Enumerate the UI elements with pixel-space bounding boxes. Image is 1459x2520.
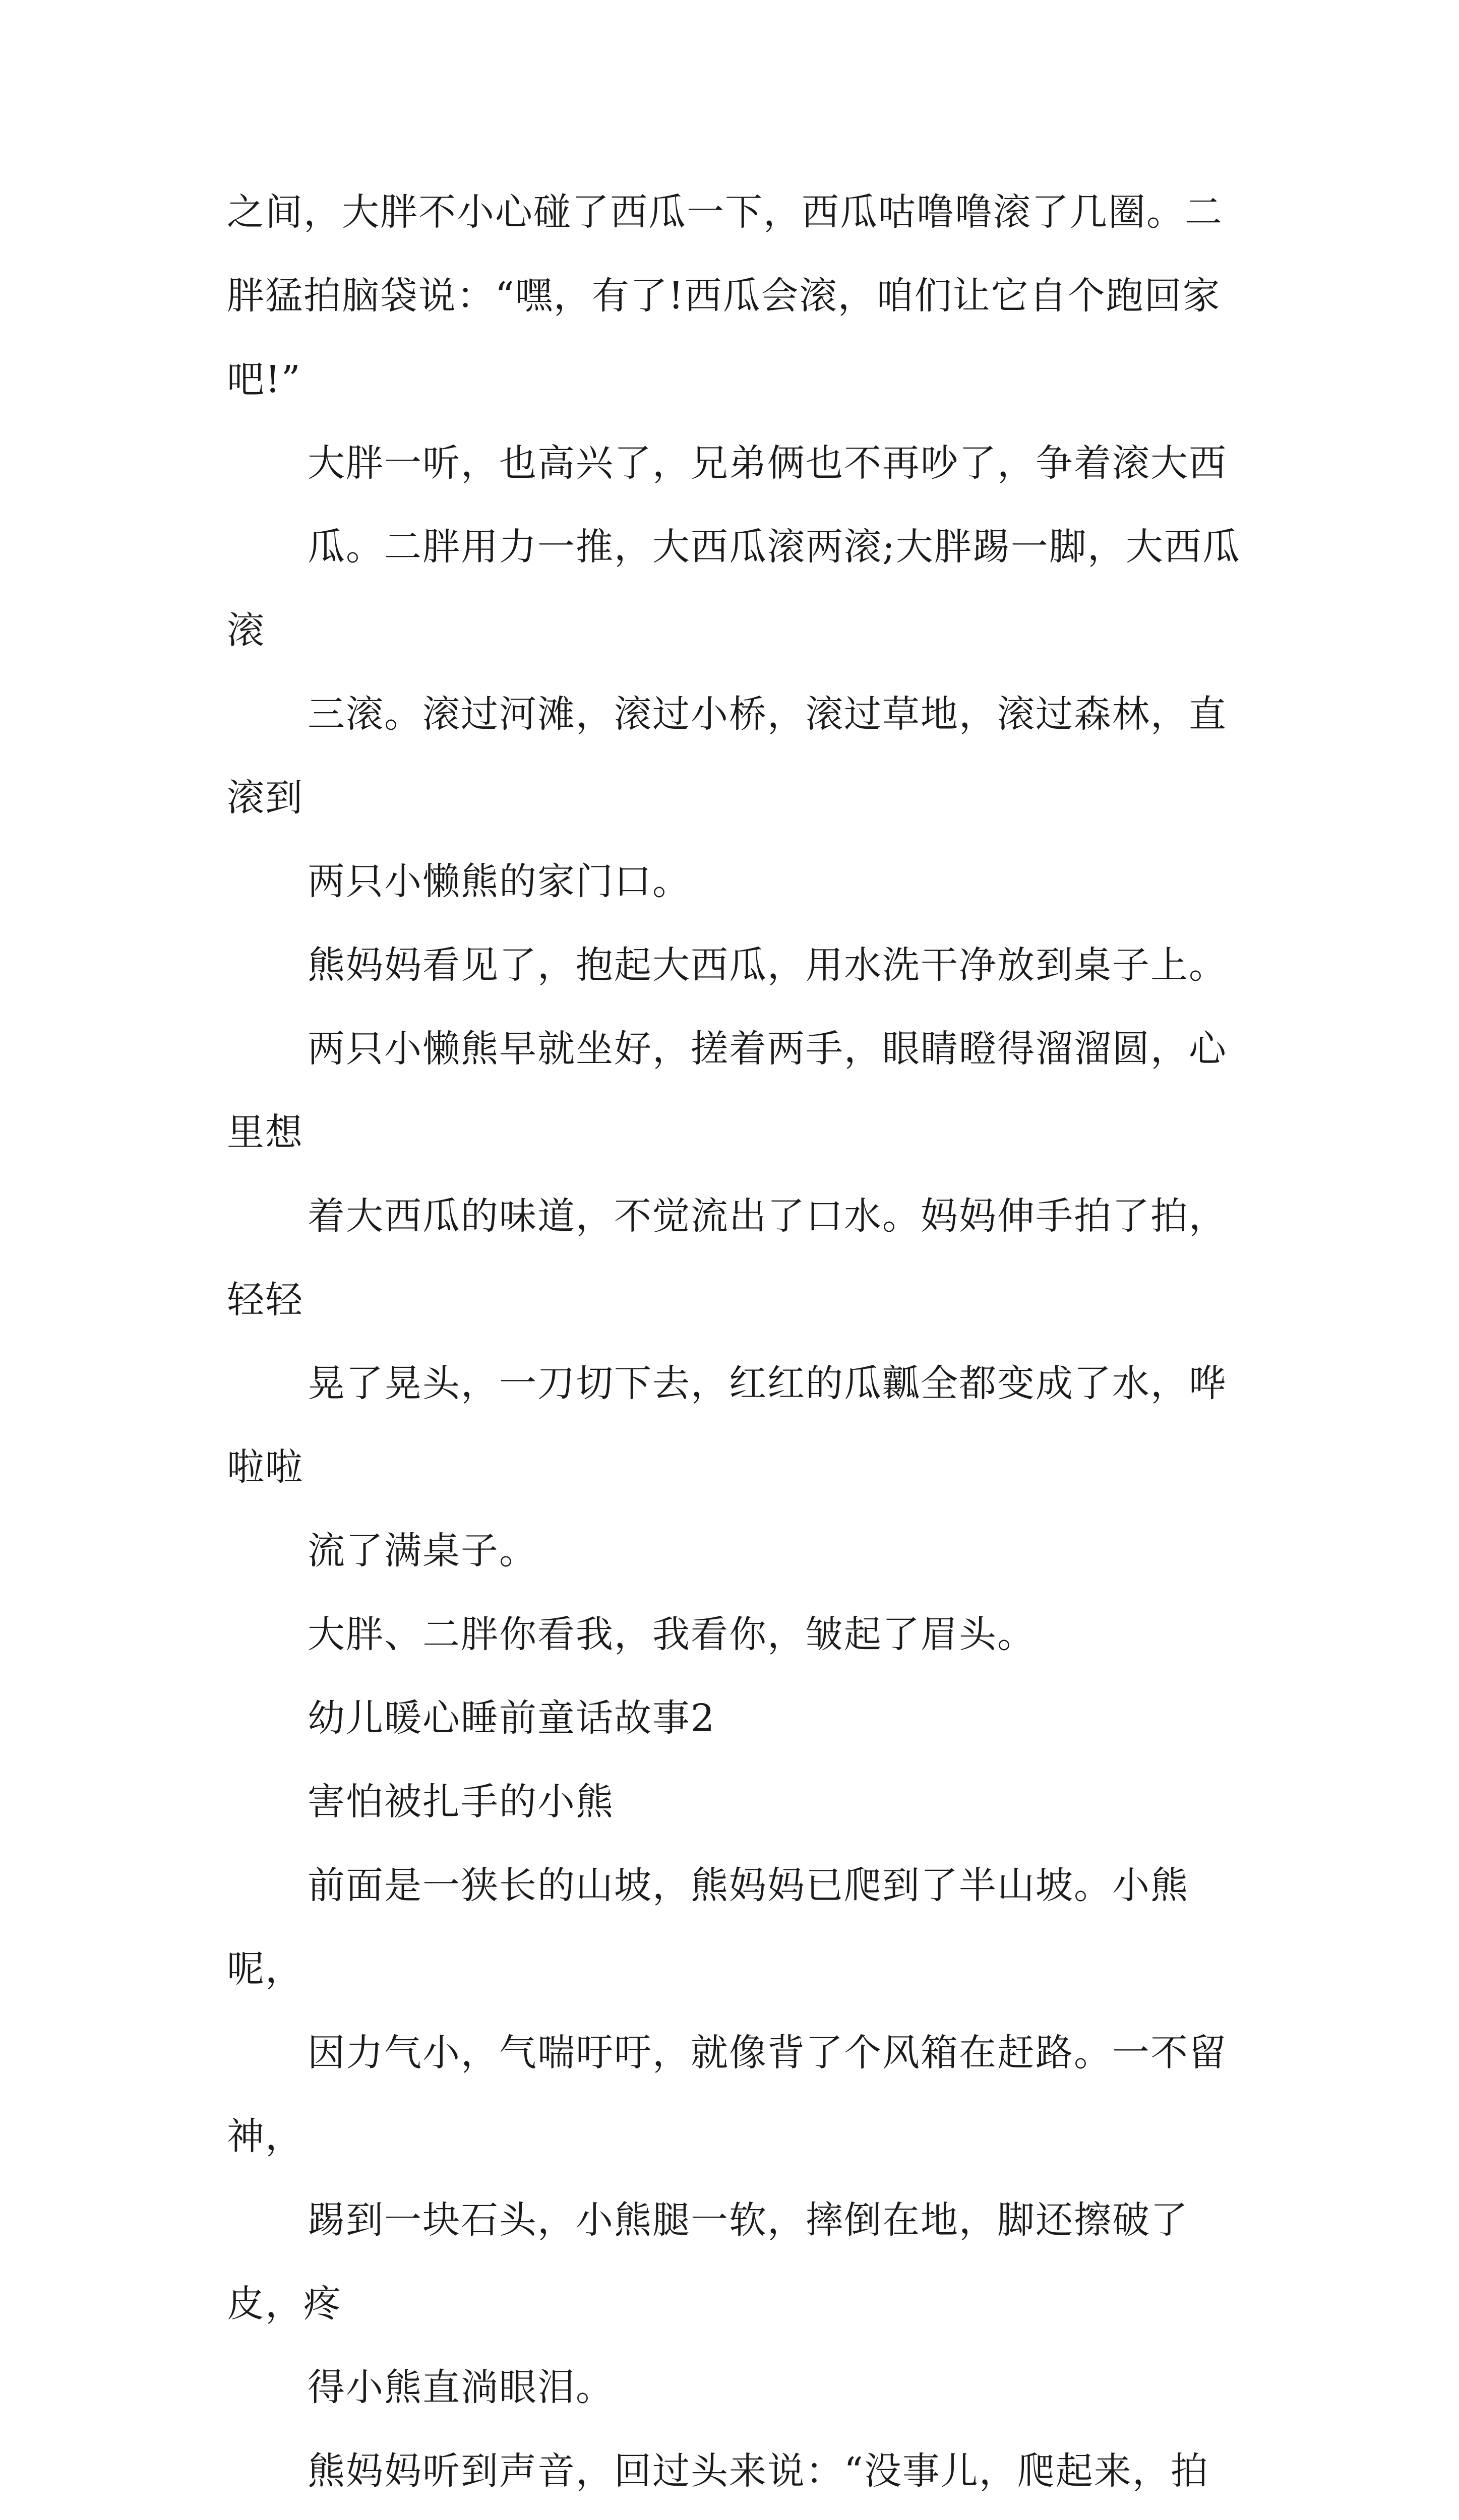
- text-line: 瓜。二胖用力一推，大西瓜滚两滚;大胖踢一脚，大西瓜滚: [227, 525, 1241, 652]
- text-line: 熊妈妈看见了，抱起大西瓜，用水洗干净放到桌子上。: [308, 943, 1227, 987]
- paragraph: [227, 1844, 1250, 2429]
- text-line: 幼儿暖心睡前童话故事2: [308, 1696, 716, 1740]
- text-line: 两只小懒熊的家门口。: [308, 860, 691, 903]
- text-line: 流了满桌子。: [308, 1529, 537, 1572]
- paragraph: [227, 1676, 1250, 1760]
- text-line: 得小熊直淌眼泪。: [308, 2366, 614, 2409]
- text-line: 吧!”: [227, 358, 301, 401]
- text-line: [227, 2513, 1250, 2520]
- text-line: 熊妈妈听到声音，回过头来说：“没事儿，爬起来，拍: [308, 2449, 1209, 2493]
- text-line: 前面是一狭长的山坡，熊妈妈已爬到了半山坡。小熊呢，: [227, 1864, 1189, 1991]
- paragraph: [227, 421, 1250, 923]
- paragraph: [227, 1593, 1250, 1676]
- text-line: 踢到一块石头，小熊腿一软，摔倒在地，脚还擦破了皮，疼: [227, 2198, 1189, 2325]
- text-line: 害怕被扎手的小熊: [308, 1780, 614, 1823]
- text-line: 因力气小，气喘吁吁，就像背了个风箱在赶路。一不留神，: [227, 2031, 1227, 2158]
- text-line: 三滚。滚过河滩，滚过小桥，滚过草地，滚过森林，直滚到: [227, 692, 1227, 820]
- document-body: [227, 170, 1250, 2520]
- text-line: 大胖、二胖你看我，我看你，皱起了眉头。: [308, 1613, 1036, 1656]
- text-line: 着大西瓜的味道，不觉流出了口水。妈妈伸手拍了拍，轻轻: [227, 1194, 1227, 1321]
- text-line: 大胖一听，也高兴了，兄弟俩也不再吵了，争着滚大西: [308, 442, 1227, 485]
- paragraph: [227, 923, 1250, 1593]
- text-line: 两只小懒熊早就坐好，搓着两手，眼睛瞪得溜溜圆，心里想: [227, 1027, 1227, 1154]
- text-line: 晃了晃头，一刀切下去，红红的瓜瓤全都变成了水，哗啦啦: [227, 1362, 1227, 1489]
- paragraph: [227, 1760, 1250, 1844]
- text-line: 之间，大胖不小心碰了西瓜一下，西瓜咕噜噜滚了几圈。二: [227, 191, 1223, 234]
- paragraph: [227, 2429, 1250, 2520]
- paragraph: [227, 170, 1250, 421]
- text-line: 胖猛拍脑袋说：“嘿，有了!西瓜会滚，咱们让它自个跑回家: [227, 274, 1221, 318]
